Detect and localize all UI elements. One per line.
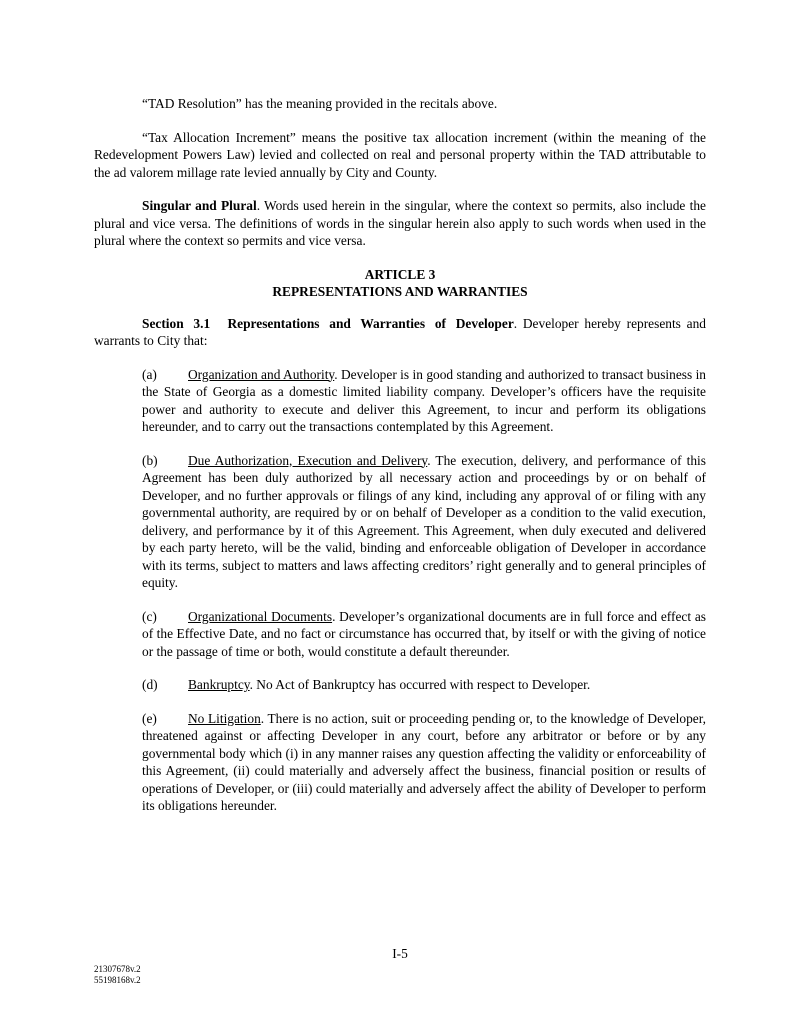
list-item-d [142,676,706,694]
document-ids [94,964,141,986]
definition-tad-resolution [94,95,706,113]
list-item-b [142,452,706,592]
list-item-c [142,608,706,661]
definition-tax-allocation-increment [94,129,706,182]
definition-text: . Words used herein in the singular, where the context so permits, also include the plural and vice versa. The definitions of words in the singular herein also apply to such words when used in the plural where the context so permits and vice versa. [94,198,706,248]
definition-text: “Tax Allocation Increment” means the positive tax allocation increment (within the meaning of the Redevelopment Powers Law) levied and collected on real and personal property within the TAD attributable to the ad valorem millage rate levied annually by City and County. [94,129,706,180]
section-title: Representations and Warranties of Developer [227,315,514,331]
page-number: I-5 [392,946,408,961]
section-label: Section 3.1 [142,315,211,331]
list-item-a [142,366,706,436]
list-item-heading: Organization and Authority [188,366,335,382]
list-item-heading: Due Authorization, Execution and Delivery [188,452,428,468]
definition-term: Singular and Plural [142,198,257,213]
list-item-text: . The execution, delivery, and performance of this Agreement has been duly authorized by all necessary action and proceedings by or on behalf of Developer, and no further approvals or filings of any kind, including any approval of or filing with any governmental authority, are required by or on behalf of Developer as a condition to the valid execution, delivery, and performance by it of this Agreement. This Agreement, when duly executed and delivered by each party hereto, will be the valid, binding and enforceable obligation of Developer in accordance with its terms, subject to matters and laws affecting creditors’ right generally and to general principles of equity. [142,452,706,590]
list-item-text: . Developer is in good standing and authorized to transact business in the State of Georgia as a domestic limited liability company. Developer’s officers have the requisite power and authority to execute and deliver this Agreement, to incur and perform its obligations hereunder, and to carry out the transactions contemplated by this Agreement. [142,366,706,434]
list-item-heading: Bankruptcy [188,677,250,692]
list-item-e [142,710,706,815]
list-item-label: (a) [142,366,157,382]
list-item-label: (c) [142,608,157,624]
article-number: ARTICLE 3 [364,266,436,282]
document-body [94,95,706,831]
document-id: 55198168v.2 [94,975,141,985]
section-text: . Developer hereby represents and warrants to City that: [94,315,706,348]
list-item-text: . Developer’s organizational documents are in full force and effect as of the Effective Date, and no fact or circumstance has occurred that, by itself or with the giving of notice or the passage of time or both, would constitute a default thereunder. [142,608,706,659]
definition-text: “TAD Resolution” has the meaning provided in the recitals above. [142,96,498,111]
list-item-label: (e) [142,710,157,726]
section-3-1 [94,315,706,350]
list-item-heading: No Litigation [188,710,261,726]
article-heading [94,266,706,301]
list-item-heading: Organizational Documents [188,608,333,624]
article-title: REPRESENTATIONS AND WARRANTIES [272,284,528,299]
list-item-text: . There is no action, suit or proceeding pending or, to the knowledge of Developer, threatened against or affecting Developer in any court, before any arbitrator or before or by any governmental body which (i) in any manner raises any question affecting the validity or enforceability of this Agreement, (ii) could materially and adversely affect the business, financial position or results of operations of Developer, or (iii) could materially and adversely affect the ability of Developer to perform its obligations hereunder. [142,710,706,813]
document-id: 21307678v.2 [94,964,141,974]
definition-singular-plural [94,197,706,250]
list-item-text: . No Act of Bankruptcy has occurred with respect to Developer. [249,677,591,692]
list-item-label: (d) [142,677,158,692]
list-item-label: (b) [142,452,158,468]
